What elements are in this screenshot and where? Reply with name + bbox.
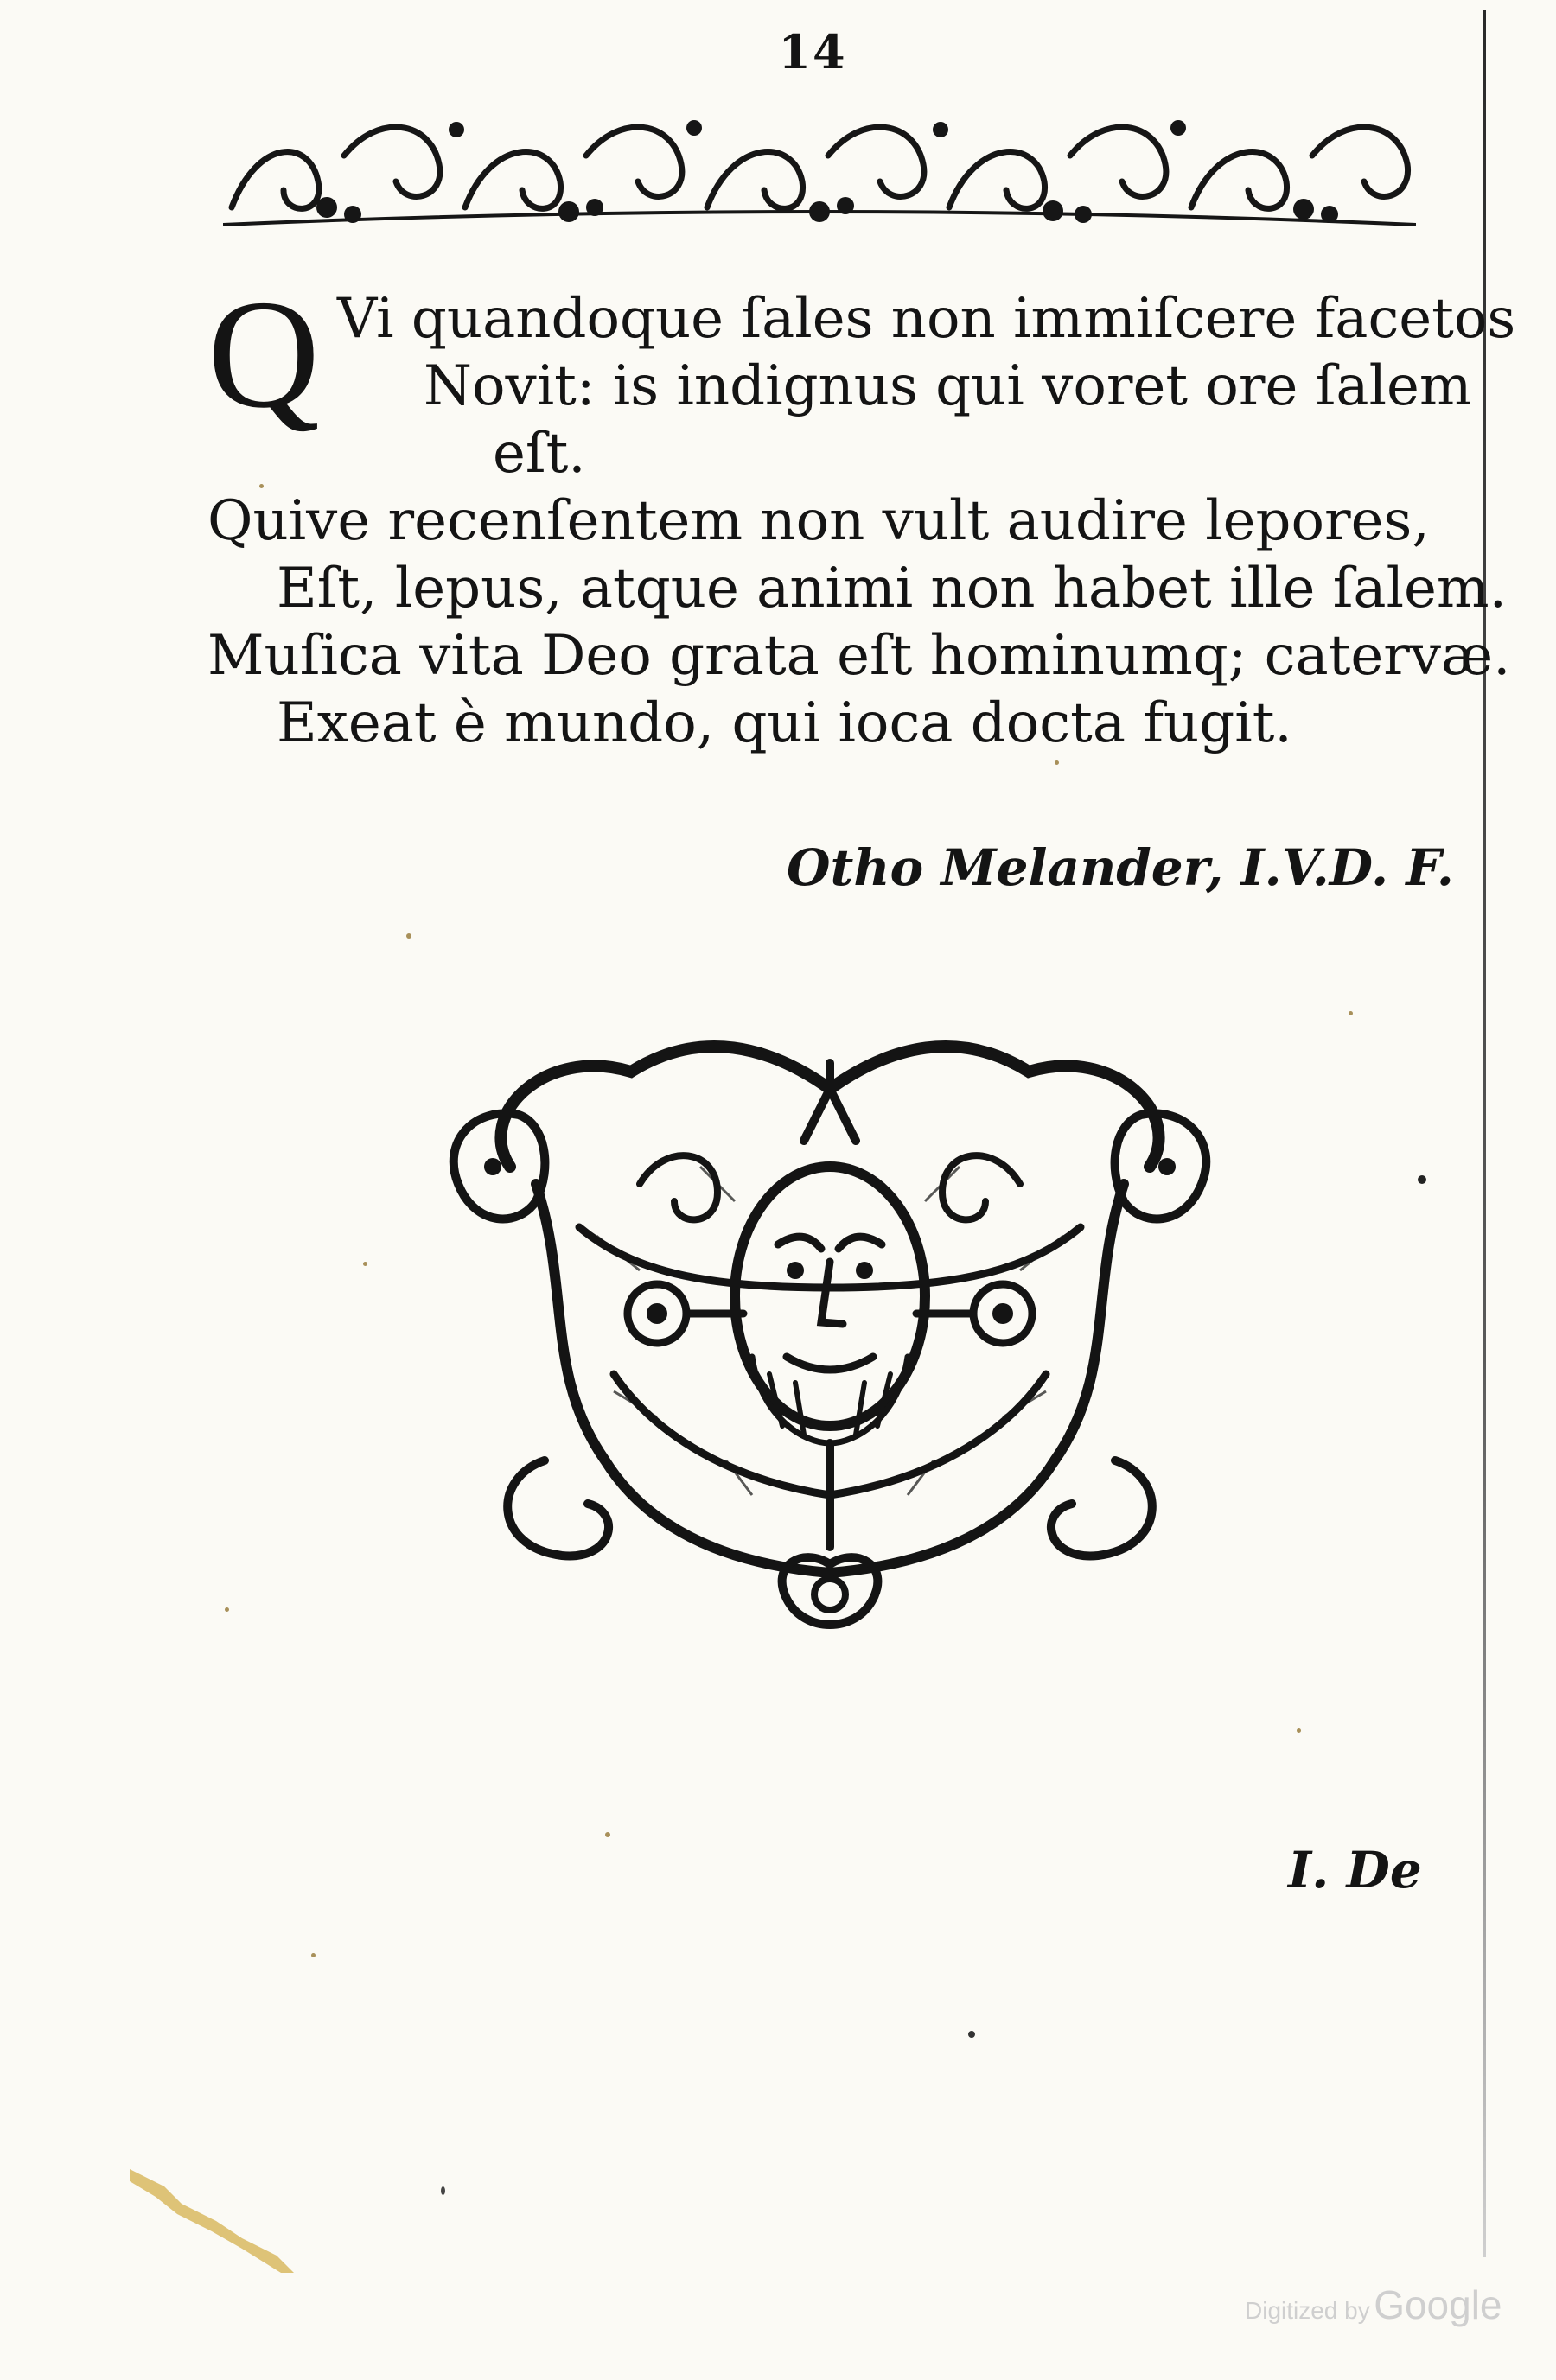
paper-speck bbox=[1418, 1175, 1426, 1184]
paper-speck bbox=[363, 1262, 367, 1266]
watermark-prefix: Digitized by bbox=[1245, 2297, 1370, 2324]
poem-line: Novit: is indignus qui voret ore ſalem bbox=[424, 354, 1472, 418]
ornament-band bbox=[223, 104, 1416, 233]
paper-speck bbox=[225, 1607, 229, 1612]
paper-speck bbox=[311, 1953, 316, 1957]
poem-line: Muſica vita Deo grata eſt hominumq; catervæ. bbox=[207, 624, 1511, 688]
paper-speck bbox=[1349, 1011, 1353, 1015]
poem-line: eſt. bbox=[493, 422, 586, 486]
drop-cap: Q bbox=[207, 268, 320, 440]
paper-speck bbox=[441, 2186, 445, 2195]
paper-speck bbox=[1297, 1728, 1301, 1733]
paper-speck bbox=[1055, 760, 1059, 765]
paper-speck bbox=[605, 1832, 610, 1837]
paper-speck bbox=[406, 933, 411, 939]
poem-line: Eſt, lepus, atque animi non habet ille ſalem. bbox=[277, 557, 1507, 620]
watermark-brand: Google bbox=[1374, 2282, 1502, 2327]
poem-line: Exeat è mundo, qui ioca docta fugit. bbox=[277, 691, 1292, 755]
author-signature: Otho Melander, I.V.D. F. bbox=[787, 838, 1454, 897]
catchword: I. De bbox=[1288, 1841, 1422, 1900]
woodcut-vignette bbox=[441, 1011, 1219, 1668]
poem-line: Quive recenſentem non vult audire lepores, bbox=[207, 489, 1430, 553]
paper-speck bbox=[968, 2031, 975, 2038]
paper-speck bbox=[259, 484, 264, 488]
page-number: 14 bbox=[778, 24, 847, 80]
digitized-watermark bbox=[1245, 2281, 1502, 2328]
poem-line: Vi quandoque ſales non immiſcere facetos bbox=[337, 287, 1516, 351]
paper-stain bbox=[130, 2152, 303, 2273]
